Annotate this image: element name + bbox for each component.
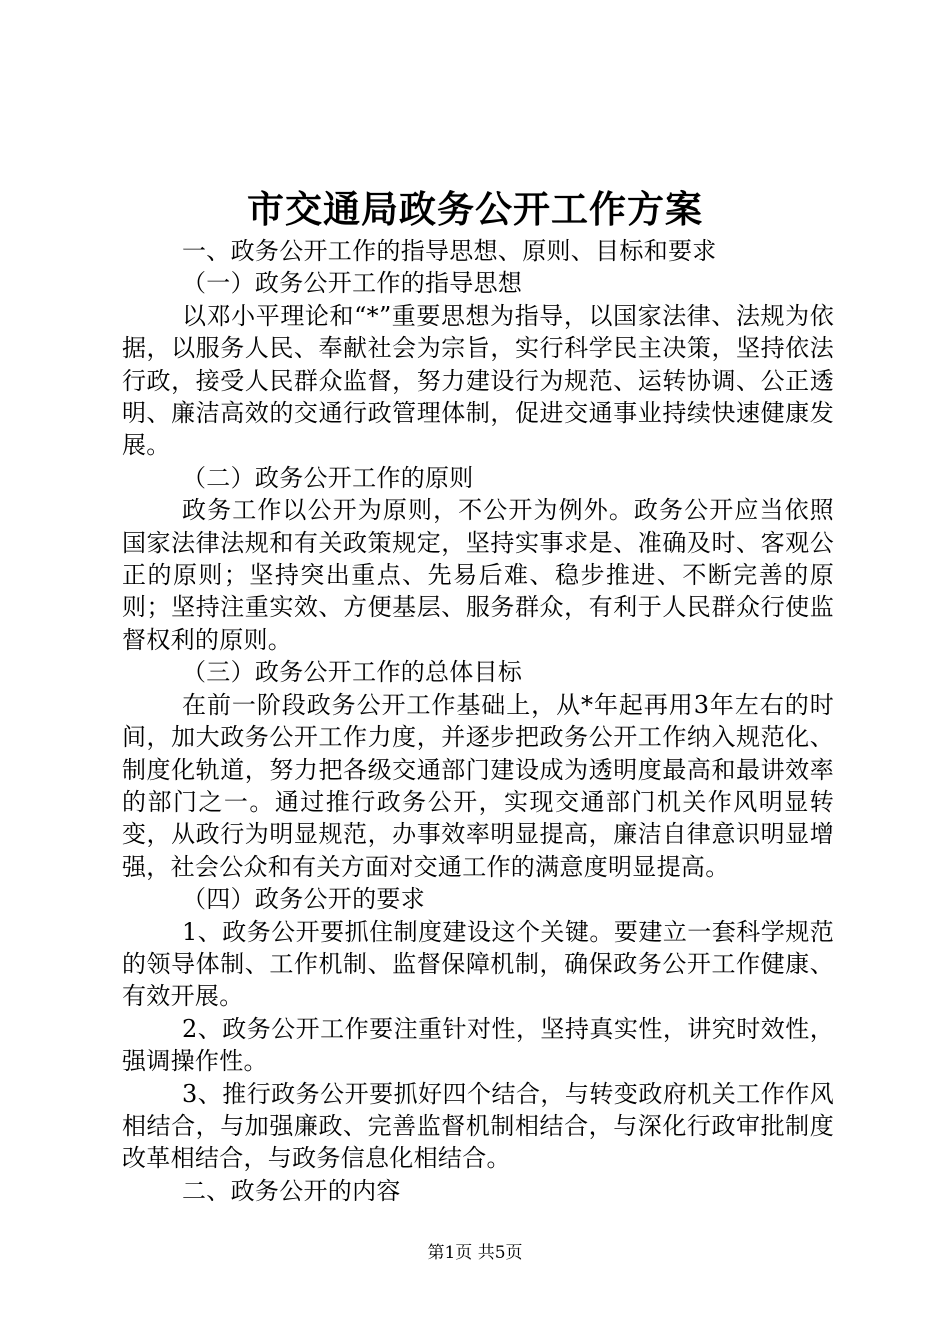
body-paragraph: 2、政务公开工作要注重针对性，坚持真实性，讲究时效性，强调操作性。	[122, 1014, 834, 1076]
section-heading: 二、政务公开的内容	[182, 1176, 401, 1205]
body-paragraph: 在前一阶段政务公开工作基础上，从*年起再用3年左右的时间，加大政务公开工作力度，并逐步把政务公开工作纳入规范化、制度化轨道，努力把各级交通部门建设成为透明度最高和最讲效率的部门之一。通过推行政务公开，实现交通部门机关作风明显转变，从政行为明显规范，办事效率明显提高，廉洁自律意识明显增强，社会公众和有关方面对交通工作的满意度明显提高。	[122, 690, 834, 881]
subsection-heading: （一）政务公开工作的指导思想	[182, 269, 523, 298]
page-footer: 第1页 共5页	[427, 1243, 523, 1263]
body-paragraph: 政务工作以公开为原则，不公开为例外。政务公开应当依照国家法律法规和有关政策规定，坚持实事求是、准确及时、客观公正的原则；坚持突出重点、先易后难、稳步推进、不断完善的原则；坚持注重实效、方便基层、服务群众，有利于人民群众行使监督权利的原则。	[122, 496, 834, 654]
subsection-heading: （二）政务公开工作的原则	[182, 463, 474, 492]
document-body	[122, 235, 834, 1207]
section-heading: 一、政务公开工作的指导思想、原则、目标和要求	[182, 237, 717, 265]
subsection-heading: （四）政务公开的要求	[182, 885, 425, 914]
body-paragraph: 3、推行政务公开要抓好四个结合，与转变政府机关工作作风相结合，与加强廉政、完善监督机制相结合，与深化行政审批制度改革相结合，与政务信息化相结合。	[122, 1079, 834, 1173]
document-title: 市交通局政务公开工作方案	[247, 187, 703, 231]
subsection-heading: （三）政务公开工作的总体目标	[182, 658, 523, 687]
body-paragraph: 以邓小平理论和“*”重要思想为指导，以国家法律、法规为依据，以服务人民、奉献社会为宗旨，实行科学民主决策，坚持依法行政，接受人民群众监督，努力建设行为规范、运转协调、公正透明、廉洁高效的交通行政管理体制，促进交通事业持续快速健康发展。	[122, 301, 834, 460]
body-paragraph: 1、政务公开要抓住制度建设这个关键。要建立一套科学规范的领导体制、工作机制、监督保障机制，确保政务公开工作健康、有效开展。	[122, 917, 834, 1011]
